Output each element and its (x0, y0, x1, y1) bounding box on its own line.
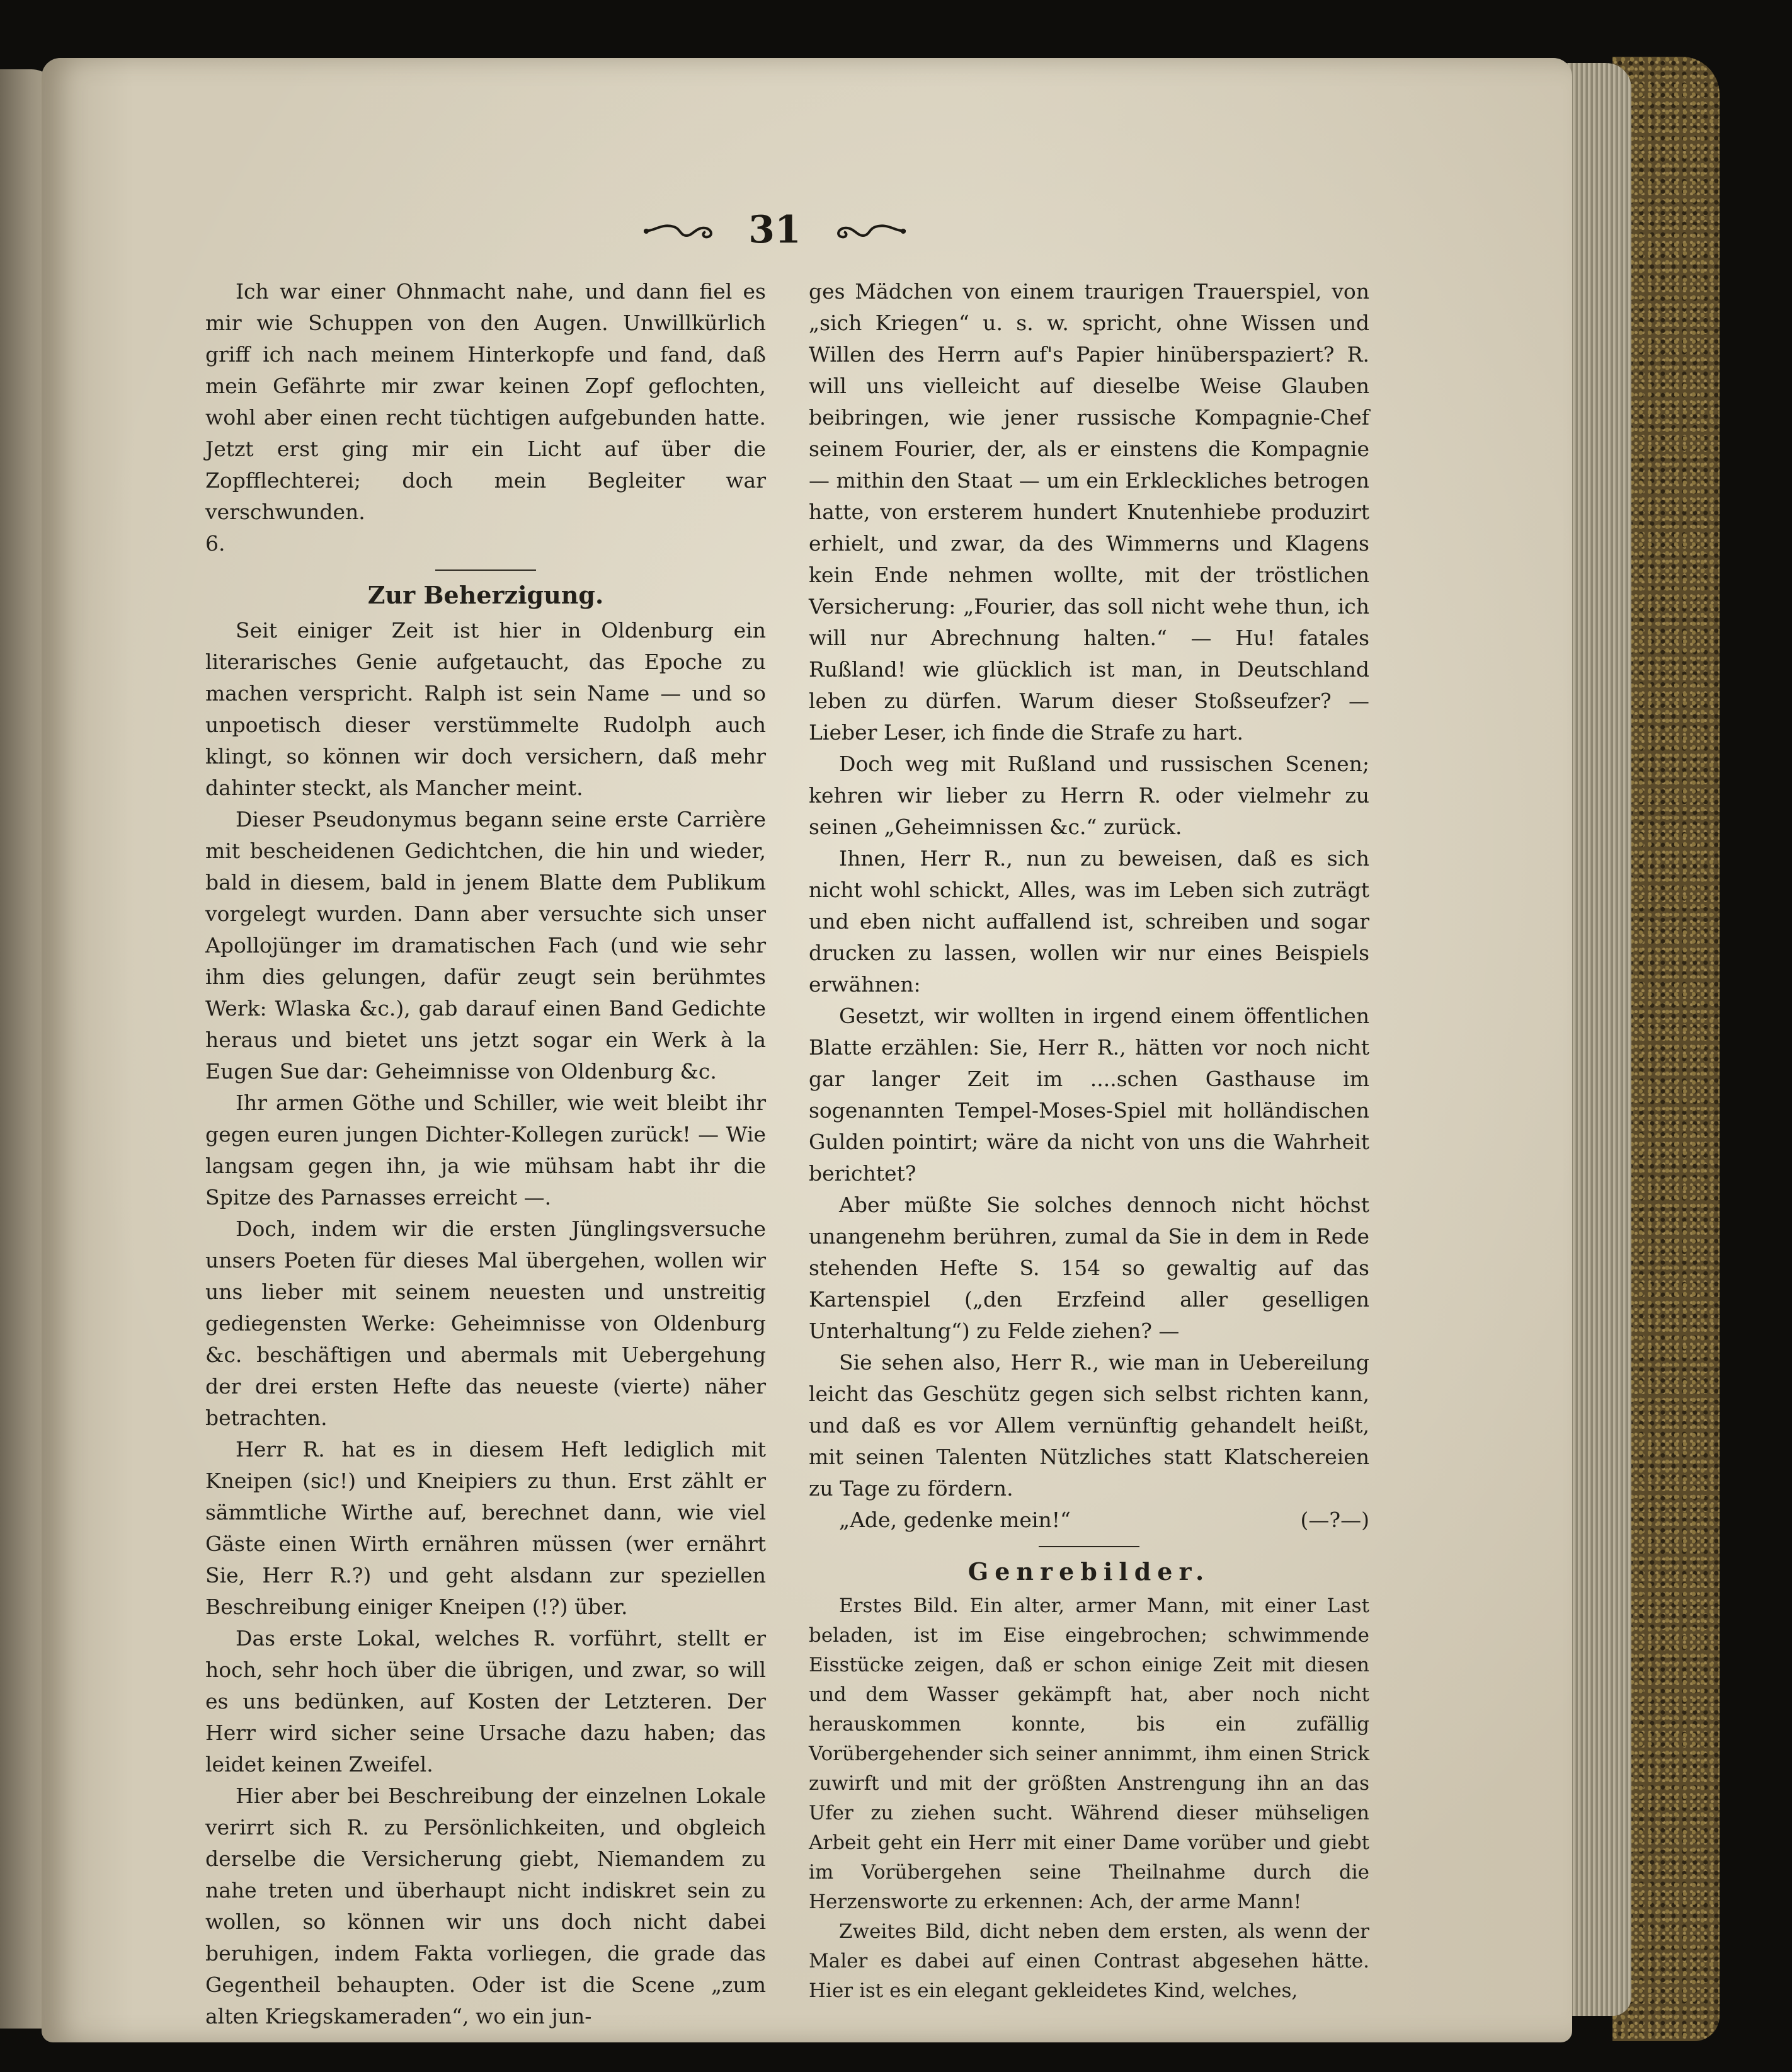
article-paragraph: Aber müßte Sie solches dennoch nicht höchst unangenehm berühren, zumal da Sie in dem in Rede stehenden Hefte S. 154 so gewaltig auf das Kartenspiel („den Erzfeind aller geselligen Unterhaltung“) zu Felde ziehen? — (809, 1193, 1369, 1343)
article-paragraph: Seit einiger Zeit ist hier in Oldenburg ein literarisches Genie aufgetaucht, das Epoche zu machen verspricht. Ralph ist sein Name — und so unpoetisch dieser verstümmelte Rudolph auch klingt, so können wir doch versichern, daß mehr dahinter steckt, als Mancher meint. (205, 618, 766, 800)
closing-signature: (—?—) (1300, 1508, 1369, 1532)
article-title: Zur Beherzigung. (367, 581, 604, 609)
genre-paragraph: Zweites Bild, dicht neben dem ersten, als wenn der Maler es dabei auf einen Contrast abgesehen hätte. Hier ist es ein elegant gekleidetes Kind, welches, (809, 1920, 1369, 2002)
article-paragraph: Doch weg mit Rußland und russischen Scenen; kehren wir lieber zu Herrn R. oder vielmehr zu seinen „Geheimnissen &c.“ zurück. (809, 752, 1369, 839)
article-paragraph: Sie sehen also, Herr R., wie man in Uebereilung leicht das Geschütz gegen sich selbst richten kann, und daß es vor Allem vernünftig gehandelt heißt, mit seinen Talenten Nützliches statt Klatschereien zu Tage zu fördern. (809, 1350, 1369, 1501)
section-divider (1039, 1546, 1139, 1547)
article-paragraph: Das erste Lokal, welches R. vorführt, stellt er hoch, sehr hoch über die übrigen, und zwar, so will es uns bedünken, auf Kosten der Letzteren. Der Herr wird sicher seine Ursache dazu haben; das leidet keinen Zweifel. (205, 1626, 766, 1777)
article-paragraph: Ihnen, Herr R., nun zu beweisen, daß es sich nicht wohl schickt, Alles, was im Leben sich zuträgt und eben nicht auffallend ist, schreiben und sogar drucken zu lassen, wollen wir nur eines Beispiels erwähnen: (809, 846, 1369, 997)
intro-paragraph: Ich war einer Ohnmacht nahe, und dann fiel es mir wie Schuppen von den Augen. Unwillkürlich griff ich nach meinem Hinterkopfe und fand, daß mein Gefährte mir zwar keinen Zopf geflochten, wohl aber einen recht tüchtigen aufgebunden hatte. Jetzt erst ging mir ein Licht auf über die Zopfflechterei; doch mein Begleiter war verschwunden. (205, 279, 766, 524)
left-ornament-icon (642, 220, 718, 242)
page-number (630, 202, 920, 258)
article-paragraph: Gesetzt, wir wollten in irgend einem öffentlichen Blatte erzählen: Sie, Herr R., hätten vor noch nicht gar langer Zeit im ....schen Gasthause im sogenannten Tempel-Moses-Spiel mit holländischen Gulden pointirt; wäre da nicht von uns die Wahrheit berichtet? (809, 1004, 1369, 1186)
genre-paragraph: Erstes Bild. Ein alter, armer Mann, mit einer Last beladen, ist im Eise eingebrochen; schwimmende Eisstücke zeigen, daß er schon einige Zeit mit diesen und dem Wasser gekämpft hat, aber noch nicht herauskommen konnte, bis ein zufällig Vorübergehender sich seiner annimmt, ihm einen Strick zuwirft und mit der größten Anstrengung ihn an das Ufer zu ziehen sucht. Während dieser mühseligen Arbeit geht ein Herr mit einer Dame vorüber und giebt im Vorübergehen seine Theilnahme durch die Herzensworte zu erkennen: Ach, der arme Mann! (809, 1594, 1369, 1913)
closing-line (809, 1504, 1369, 1536)
article-paragraph: Doch, indem wir die ersten Jünglingsversuche unsers Poeten für dieses Mal übergehen, wollen wir uns lieber mit seinem neuesten und unstreitig gediegensten Werke: Geheimnisse von Oldenburg &c. beschäftigen und abermals mit Uebergehung der drei ersten Hefte das neueste (vierte) näher betrachten. (205, 1216, 766, 1430)
right-column (809, 276, 1369, 2006)
intro-signature: 6. (205, 531, 225, 556)
article-paragraph: ges Mädchen von einem traurigen Trauerspiel, von „sich Kriegen“ u. s. w. spricht, ohne Wissen und Willen des Herrn auf's Papier hinüberspaziert? R. will uns vielleicht auf dieselbe Weise Glauben beibringen, wie jener russische Kompagnie-Chef seinem Fourier, der, als er einstens die Kompagnie — mithin den Staat — um ein Erkleckliches betrogen hatte, von ersterem hundert Knutenhiebe produzirt erhielt, und zwar, da des Wimmerns und Klagens kein Ende nehmen wollte, mit der tröstlichen Versicherung: „Fourier, das soll nicht wehe thun, ich will nur Abrechnung halten.“ — Hu! fatales Rußland! wie glücklich ist man, in Deutschland leben zu dürfen. Warum dieser Stoßseufzer? — Lieber Leser, ich finde die Strafe zu hart. (809, 279, 1369, 745)
right-ornament-icon (831, 220, 907, 242)
closing-quote: „Ade, gedenke mein!“ (839, 1508, 1071, 1532)
left-column (205, 276, 766, 2032)
section-divider (435, 570, 536, 571)
article-paragraph: Ihr armen Göthe und Schiller, wie weit bleibt ihr gegen euren jungen Dichter-Kollegen zurück! — Wie langsam gegen ihn, ja wie mühsam habt ihr die Spitze des Parnasses erreicht —. (205, 1090, 766, 1210)
article-paragraph: Hier aber bei Beschreibung der einzelnen Lokale verirrt sich R. zu Persönlichkeiten, und obgleich derselbe die Versicherung giebt, Niemandem zu nahe treten und überhaupt nicht indiskret sein zu wollen, so können wir uns doch nicht dabei beruhigen, indem Fakta vorliegen, die grade das Gegentheil behaupten. Oder ist die Scene „zum alten Kriegskameraden“, wo ein jun- (205, 1783, 766, 2029)
article-paragraph: Herr R. hat es in diesem Heft lediglich mit Kneipen (sic!) und Kneipiers zu thun. Erst zählt er sämmtliche Wirthe auf, berechnet dann, wie viel Gäste einen Wirth ernähren müssen (wer ernährt Sie, Herr R.?) und geht alsdann zur speziellen Beschreibung einiger Kneipen (!?) über. (205, 1437, 766, 1619)
article-paragraph: Dieser Pseudonymus begann seine erste Carrière mit bescheidenen Gedichtchen, die hin und wieder, bald in diesem, bald in jenem Blatte dem Publikum vorgelegt wurden. Dann aber versuchte sich unser Apollojünger im dramatischen Fach (und wie sehr ihm dies gelungen, dafür zeugt sein berühmtes Werk: Wlaska &c.), gab darauf einen Band Gedichte heraus und bietet uns jetzt sogar ein Werk à la Eugen Sue dar: Geheimnisse von Oldenburg &c. (205, 807, 766, 1084)
page-number-text: 31 (748, 208, 801, 252)
genre-title: Genrebilder. (967, 1557, 1211, 1586)
